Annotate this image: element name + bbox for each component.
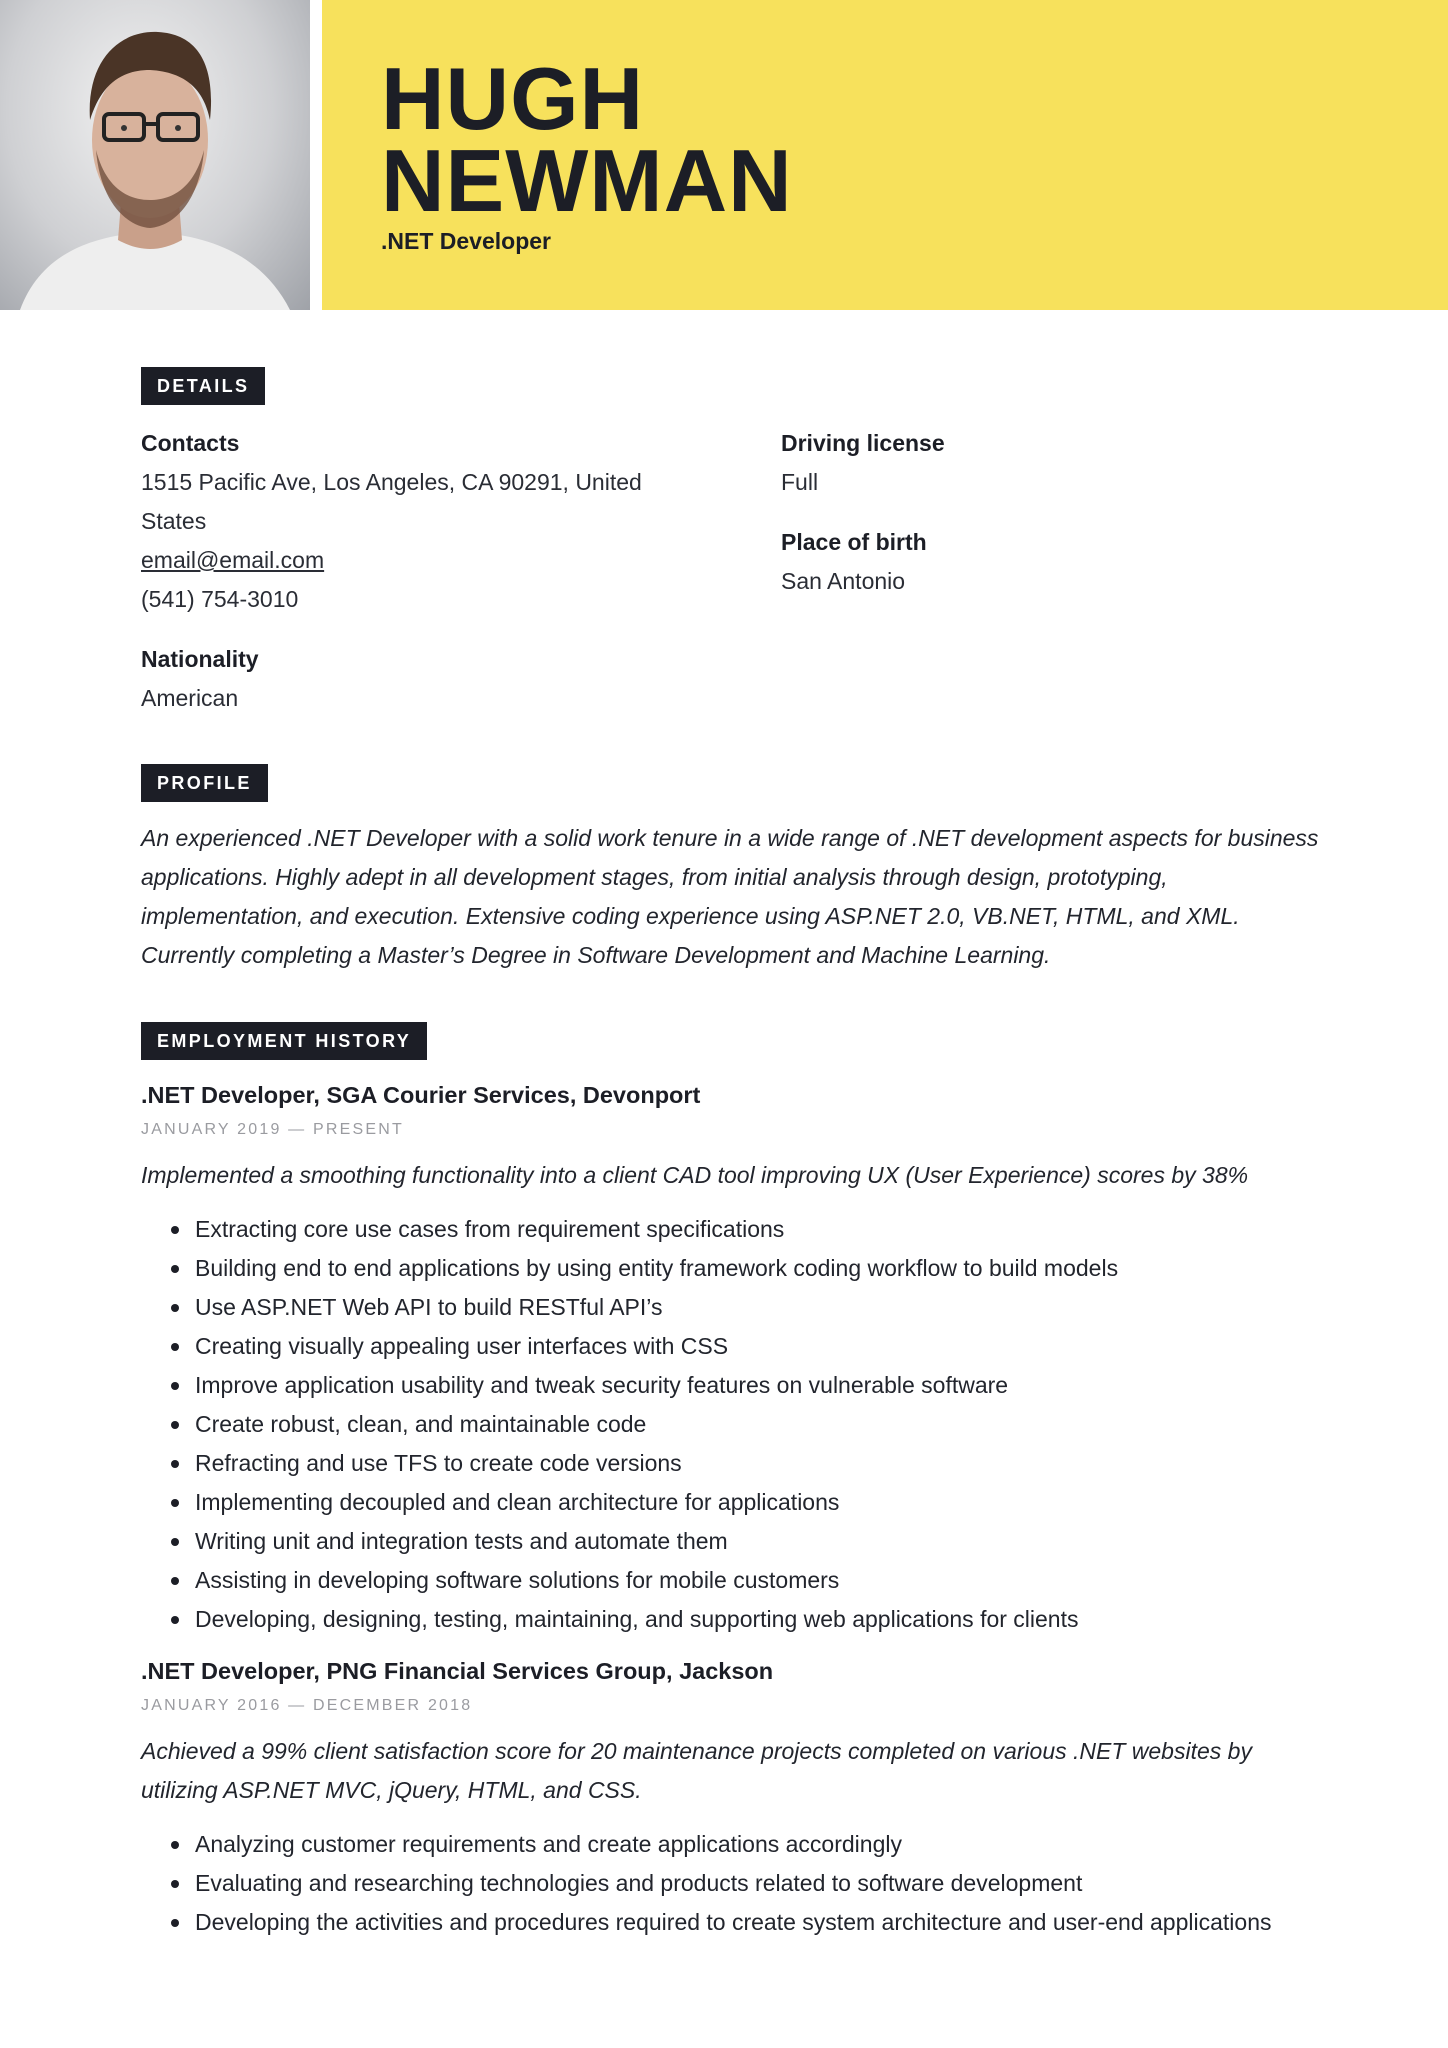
list-item: Extracting core use cases from requirement specifications <box>169 1210 1118 1249</box>
birth-block <box>781 523 927 601</box>
list-item: Building end to end applications by using entity framework coding workflow to build models <box>169 1249 1118 1288</box>
list-item: Creating visually appealing user interfaces with CSS <box>169 1327 1118 1366</box>
list-item: Developing the activities and procedures required to create system architecture and user-end applications <box>169 1903 1272 1942</box>
profile-summary: An experienced .NET Developer with a solid work tenure in a wide range of .NET development aspects for business applications. Highly adept in all development stages, from initial analysis through design, prototyping, implementation, and execution. Extensive coding experience using ASP.NET 2.0, VB.NET, HTML, and XML. Currently completing a Master’s Degree in Software Development and Machine Learning. <box>141 825 1319 968</box>
list-item: Implementing decoupled and clean architecture for applications <box>169 1483 1118 1522</box>
birth-value: San Antonio <box>781 568 906 594</box>
address-line-1: 1515 Pacific Ave, Los Angeles, CA 90291, United <box>141 469 642 495</box>
nationality-block <box>141 640 259 718</box>
last-name: NEWMAN <box>381 131 793 230</box>
list-item: Use ASP.NET Web API to build RESTful API’s <box>169 1288 1118 1327</box>
first-name: HUGH <box>381 49 645 148</box>
list-item: Improve application usability and tweak security features on vulnerable software <box>169 1366 1118 1405</box>
portrait-illustration <box>0 0 310 310</box>
job-1-summary: Implemented a smoothing functionality into a client CAD tool improving UX (User Experience) scores by 38% <box>141 1162 1249 1188</box>
birth-label: Place of birth <box>781 529 927 555</box>
employment-heading: EMPLOYMENT HISTORY <box>141 1022 427 1060</box>
job-2-title: .NET Developer, PNG Financial Services Group, Jackson <box>141 1658 774 1684</box>
phone-number: (541) 754-3010 <box>141 586 299 612</box>
nationality-value: American <box>141 685 239 711</box>
contacts-label: Contacts <box>141 430 240 456</box>
list-item: Refracting and use TFS to create code versions <box>169 1444 1118 1483</box>
contacts-block <box>141 424 642 619</box>
address-line-2: States <box>141 508 207 534</box>
list-item: Analyzing customer requirements and create applications accordingly <box>169 1825 1272 1864</box>
job-1-bullets <box>169 1210 1118 1639</box>
email-link[interactable]: email@email.com <box>141 547 325 573</box>
job-2-bullets <box>169 1825 1272 1942</box>
details-heading: DETAILS <box>141 367 265 405</box>
profile-heading: PROFILE <box>141 764 268 802</box>
list-item: Create robust, clean, and maintainable code <box>169 1405 1118 1444</box>
list-item: Developing, designing, testing, maintaining, and supporting web applications for clients <box>169 1600 1118 1639</box>
header-banner <box>322 0 1448 310</box>
list-item: Evaluating and researching technologies and products related to software development <box>169 1864 1272 1903</box>
job-2-dates: JANUARY 2016 — DECEMBER 2018 <box>141 1697 473 1714</box>
profile-photo <box>0 0 310 310</box>
nationality-label: Nationality <box>141 646 259 672</box>
job-1-dates: JANUARY 2019 — PRESENT <box>141 1121 405 1138</box>
license-value: Full <box>781 469 819 495</box>
license-label: Driving license <box>781 430 945 456</box>
full-name <box>381 49 793 230</box>
license-block <box>781 424 945 502</box>
job-1-title: .NET Developer, SGA Courier Services, Devonport <box>141 1082 701 1108</box>
job-2-summary: Achieved a 99% client satisfaction score for 20 maintenance projects completed on various .NET websites by utilizing ASP.NET MVC, jQuery, HTML, and CSS. <box>141 1738 1252 1803</box>
list-item: Writing unit and integration tests and automate them <box>169 1522 1118 1561</box>
job-title: .NET Developer <box>381 228 551 254</box>
list-item: Assisting in developing software solutions for mobile customers <box>169 1561 1118 1600</box>
